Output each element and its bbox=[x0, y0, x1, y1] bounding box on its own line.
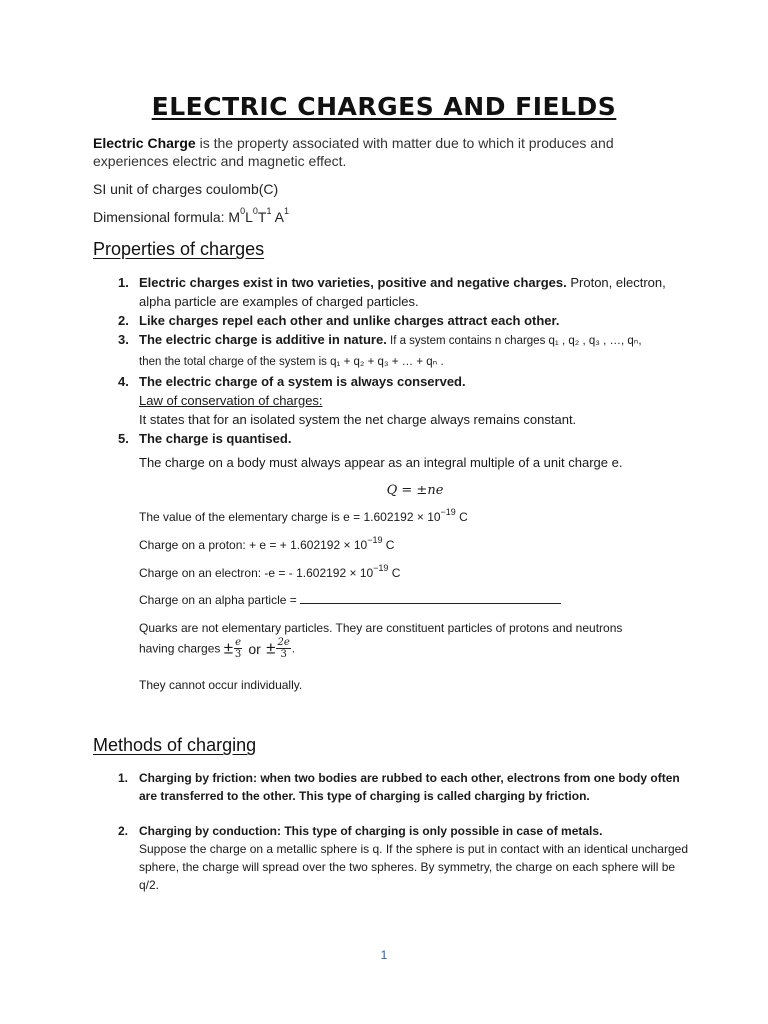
properties-heading: Properties of charges bbox=[93, 239, 265, 259]
fraction-e-over-3: $\frac{e}{3}$ bbox=[234, 637, 242, 660]
methods-list bbox=[118, 769, 688, 894]
intro-term: Electric Charge bbox=[93, 135, 196, 151]
electron-charge: Charge on an electron: -e = - $1.602192 \times 10^{-19}$ C bbox=[139, 563, 401, 580]
proton-charge: Charge on a proton: + e = + $1.602192 \times 10^{-19}$ C bbox=[139, 535, 395, 552]
list-item: 2. Charging by conduction: This type of charging is only possible in case of metals. Suppose the charge on a metallic sphere is q. If the sphere is put in contact with an identical uncharged sphere, the charge will spread over the two spheres. By symmetry, the charge on each sphere will be q/2. bbox=[118, 824, 688, 892]
list-item: 1. Electric charges exist in two varieties, positive and negative charges. Proton, electron, alpha particle are examples of charged particles. bbox=[118, 275, 666, 309]
quarks-line-2: having charges ± $\frac{e}{3}$ or ± $\frac{2e}{3}$ . bbox=[139, 637, 296, 660]
quantised-text: The charge on a body must always appear as an integral multiple of a unit charge e. bbox=[139, 455, 623, 470]
intro-text: is the property associated with matter due to which it produces and experiences electric and magnetic effect. bbox=[93, 135, 614, 169]
quantisation-formula: Q = ±ne bbox=[386, 483, 444, 498]
list-item: 1. Charging by friction: when two bodies are rubbed to each other, electrons from one body often are transferred to the other. This type of charging is called charging by friction. bbox=[118, 771, 680, 803]
intro-paragraph bbox=[93, 134, 653, 170]
list-item: 2. Like charges repel each other and unlike charges attract each other. bbox=[118, 313, 560, 328]
list-item: 5. The charge is quantised. bbox=[118, 431, 292, 446]
dimensional-formula: Dimensional formula: $M^0L^0T^1$ $A^1$ bbox=[93, 206, 289, 225]
quarks-line-1: Quarks are not elementary particles. They are constituent particles of protons and neutrons bbox=[139, 621, 623, 635]
page-title: ELECTRIC CHARGES AND FIELDS bbox=[151, 92, 617, 121]
alpha-charge: Charge on an alpha particle = bbox=[139, 593, 561, 607]
methods-heading: Methods of charging bbox=[93, 735, 257, 755]
elementary-charge: The value of the elementary charge is $e = 1.602192 \times 10^{-19}$ C bbox=[139, 507, 468, 524]
list-item: 3. The electric charge is additive in nature. If a system contains n charges q₁ , q₂ , q₃ , …, qₙ, then the total charge of the system is q₁ + q₂ + q₃ + … + qₙ . bbox=[118, 332, 642, 368]
si-unit: SI unit of charges coulomb(C) bbox=[93, 181, 279, 197]
law-heading: Law of conservation of charges: bbox=[139, 393, 323, 408]
fraction-2e-over-3: $\frac{2e}{3}$ bbox=[277, 637, 290, 660]
quarks-individually: They cannot occur individually. bbox=[139, 678, 303, 692]
fill-in-blank bbox=[300, 593, 561, 604]
properties-list bbox=[118, 273, 698, 448]
page-number: 1 bbox=[380, 948, 388, 962]
list-item: 4. The electric charge of a system is always conserved. Law of conservation of charges: It states that for an isolated system the net charge always remains constant. bbox=[118, 374, 577, 427]
